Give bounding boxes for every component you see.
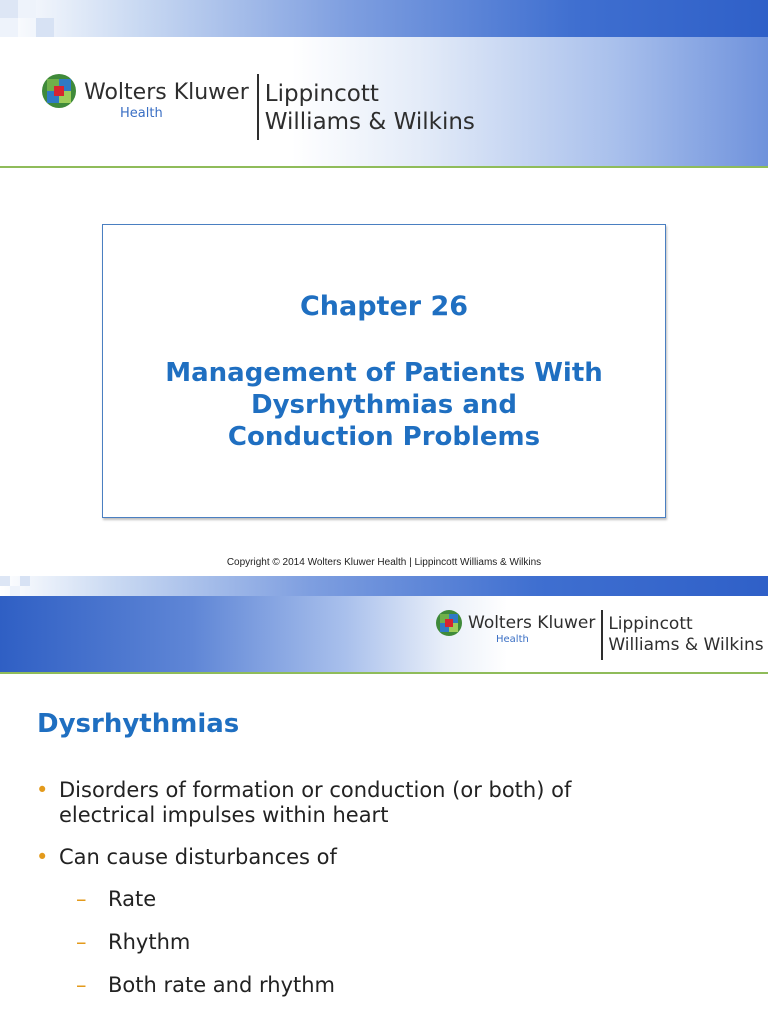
division-name: Health — [496, 634, 529, 645]
content-slide — [0, 576, 768, 1024]
chapter-title-line: Management of Patients With — [165, 358, 603, 388]
wolters-kluwer-globe-icon — [436, 610, 462, 636]
header-gradient-band — [0, 0, 768, 37]
sub-bullet-item — [36, 930, 756, 955]
decorative-square — [18, 0, 36, 18]
imprint-line-1: Lippincott — [608, 614, 693, 634]
sub-bullet-marker: – — [76, 973, 87, 997]
sub-bullet-text: Both rate and rhythm — [108, 973, 335, 997]
bullet-marker: • — [36, 778, 49, 802]
division-name: Health — [120, 106, 163, 121]
slide-heading: Dysrhythmias — [37, 709, 240, 739]
decorative-square — [0, 0, 18, 18]
sub-bullet-marker: – — [76, 930, 87, 954]
title-box — [102, 224, 666, 518]
publisher-logo — [436, 610, 764, 660]
logo-divider — [257, 74, 259, 140]
copyright-notice: Copyright © 2014 Wolters Kluwer Health | Lippincott Williams & Wilkins — [226, 557, 542, 568]
chapter-number: Chapter 26 — [299, 291, 469, 322]
sub-bullet-text: Rate — [108, 887, 157, 911]
header-divider — [0, 166, 768, 168]
bullet-marker: • — [36, 845, 49, 869]
bullet-list — [36, 778, 756, 1016]
imprint-line-2: Williams & Wilkins — [264, 109, 475, 135]
decorative-square — [10, 586, 20, 596]
sub-bullet-text: Rhythm — [108, 930, 191, 954]
imprint-line-1: Lippincott — [264, 81, 379, 107]
bullet-text: Can cause disturbances of — [59, 845, 337, 869]
company-name: Wolters Kluwer — [468, 613, 596, 633]
decorative-square — [20, 576, 30, 586]
bullet-text-line: electrical impulses within heart — [59, 803, 389, 827]
header-gradient-band — [0, 576, 768, 596]
header-divider — [0, 672, 768, 674]
imprint-line-2: Williams & Wilkins — [608, 635, 764, 655]
chapter-title — [103, 357, 665, 453]
publisher-logo — [42, 74, 475, 140]
logo-divider — [601, 610, 603, 660]
chapter-title-line: Dysrhythmias and — [251, 390, 517, 420]
sub-bullet-item — [36, 973, 756, 998]
bullet-text-line: Disorders of formation or conduction (or both) of — [59, 778, 572, 802]
sub-bullet-item — [36, 887, 756, 912]
decorative-square — [0, 18, 18, 37]
wolters-kluwer-globe-icon — [42, 74, 76, 108]
decorative-square — [36, 18, 54, 37]
decorative-square — [0, 576, 10, 586]
company-name: Wolters Kluwer — [84, 80, 249, 105]
chapter-title-line: Conduction Problems — [227, 422, 541, 452]
sub-bullet-marker: – — [76, 887, 87, 911]
bullet-item — [36, 778, 756, 828]
bullet-item — [36, 845, 756, 870]
